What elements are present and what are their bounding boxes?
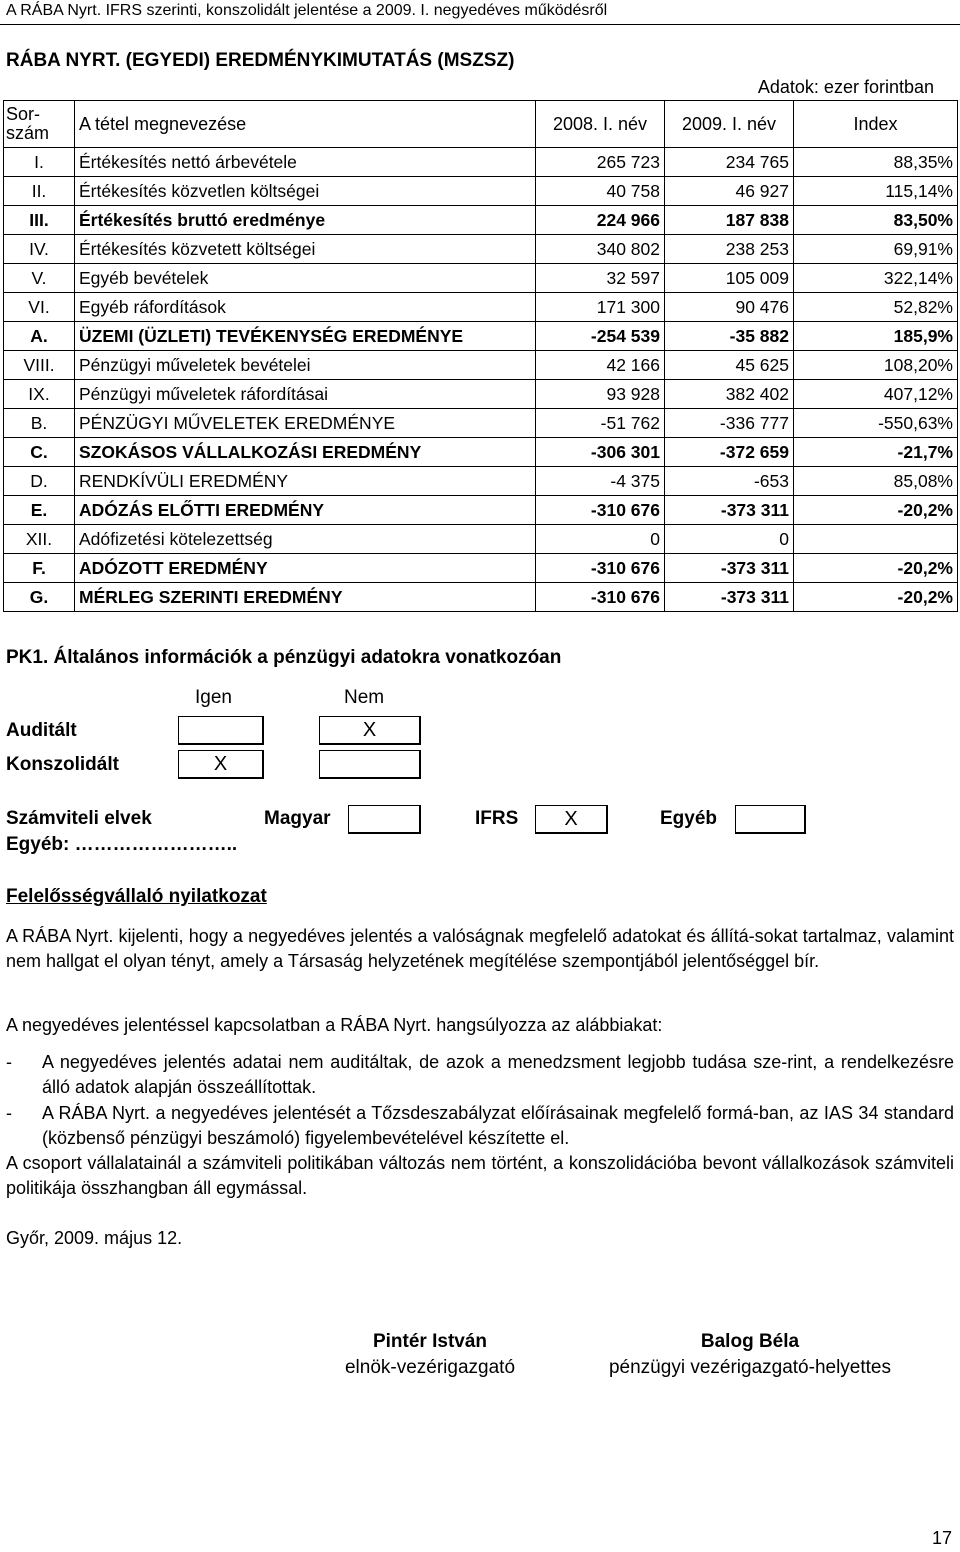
row-value-2009: -373 311 bbox=[665, 496, 794, 525]
col-header-2008: 2008. I. név bbox=[536, 101, 665, 148]
row-value-2009: 187 838 bbox=[665, 206, 794, 235]
col-header-index: Index bbox=[794, 101, 958, 148]
row-name: MÉRLEG SZERINTI EREDMÉNY bbox=[75, 583, 536, 612]
magyar-label: Magyar bbox=[264, 808, 331, 829]
row-value-2008: -254 539 bbox=[536, 322, 665, 351]
row-number: D. bbox=[4, 467, 75, 496]
col-yes-label: Igen bbox=[195, 687, 232, 708]
table-row bbox=[4, 409, 958, 438]
row-name: PÉNZÜGYI MŰVELETEK EREDMÉNYE bbox=[75, 409, 536, 438]
row-index: 322,14% bbox=[794, 264, 958, 293]
row-value-2009: 234 765 bbox=[665, 148, 794, 177]
row-value-2008: 224 966 bbox=[536, 206, 665, 235]
row-number: IX. bbox=[4, 380, 75, 409]
signature-name-2: Balog Béla bbox=[700, 1331, 800, 1352]
page-number: 17 bbox=[931, 1528, 952, 1548]
egyeb-box bbox=[735, 805, 806, 834]
consolidated-label: Konszolidált bbox=[6, 754, 119, 775]
running-header: A RÁBA Nyrt. IFRS szerinti, konszolidált jelentése a 2009. I. negyedéves működésről bbox=[6, 2, 608, 19]
row-index: 85,08% bbox=[794, 467, 958, 496]
table-row bbox=[4, 583, 958, 612]
row-value-2008: -310 676 bbox=[536, 583, 665, 612]
responsibility-title: Felelősségvállaló nyilatkozat bbox=[6, 886, 267, 907]
unit-note: Adatok: ezer forintban bbox=[757, 77, 934, 97]
row-index: 185,9% bbox=[794, 322, 958, 351]
row-number: F. bbox=[4, 554, 75, 583]
table-row bbox=[4, 525, 958, 554]
row-index: 83,50% bbox=[794, 206, 958, 235]
table-row bbox=[4, 177, 958, 206]
row-number: III. bbox=[4, 206, 75, 235]
bullet-mark-1: - bbox=[6, 1052, 12, 1072]
row-name: Pénzügyi műveletek ráfordításai bbox=[75, 380, 536, 409]
row-value-2009: 0 bbox=[665, 525, 794, 554]
audited-no-box: X bbox=[319, 716, 421, 745]
row-value-2009: 105 009 bbox=[665, 264, 794, 293]
row-index: 88,35% bbox=[794, 148, 958, 177]
table-row bbox=[4, 438, 958, 467]
table-row bbox=[4, 235, 958, 264]
row-number: XII. bbox=[4, 525, 75, 554]
row-index: -20,2% bbox=[794, 554, 958, 583]
row-number: E. bbox=[4, 496, 75, 525]
row-number: IV. bbox=[4, 235, 75, 264]
row-index: 108,20% bbox=[794, 351, 958, 380]
row-index: 115,14% bbox=[794, 177, 958, 206]
table-row bbox=[4, 554, 958, 583]
header-divider bbox=[0, 24, 960, 25]
table-row bbox=[4, 467, 958, 496]
row-name: Egyéb ráfordítások bbox=[75, 293, 536, 322]
audited-yes-box bbox=[178, 716, 264, 745]
row-index: 407,12% bbox=[794, 380, 958, 409]
row-index bbox=[794, 525, 958, 554]
row-value-2008: -4 375 bbox=[536, 467, 665, 496]
col-header-no: Sor- szám bbox=[4, 101, 75, 148]
table-row bbox=[4, 351, 958, 380]
audited-label: Auditált bbox=[6, 720, 77, 741]
row-name: Értékesítés nettó árbevétele bbox=[75, 148, 536, 177]
consolidated-no-box bbox=[319, 750, 421, 779]
row-value-2009: -336 777 bbox=[665, 409, 794, 438]
row-value-2008: 32 597 bbox=[536, 264, 665, 293]
row-value-2009: -35 882 bbox=[665, 322, 794, 351]
magyar-box bbox=[348, 805, 421, 834]
row-value-2008: -310 676 bbox=[536, 554, 665, 583]
row-name: Pénzügyi műveletek bevételei bbox=[75, 351, 536, 380]
row-number: VIII. bbox=[4, 351, 75, 380]
row-value-2009: 238 253 bbox=[665, 235, 794, 264]
row-value-2008: 171 300 bbox=[536, 293, 665, 322]
row-number: II. bbox=[4, 177, 75, 206]
statement-paragraph-1: A RÁBA Nyrt. kijelenti, hogy a negyedéves jelentés a valóságnak megfelelő adatokat és állítá-sokat tartalmaz, valamint nem hallgat el olyan tényt, amely a Társaság helyzetének megítélése szempontjából jelentőséggel bír. bbox=[6, 926, 954, 971]
row-name: Adófizetési kötelezettség bbox=[75, 525, 536, 554]
row-value-2009: 46 927 bbox=[665, 177, 794, 206]
row-name: Értékesítés közvetett költségei bbox=[75, 235, 536, 264]
row-value-2008: 0 bbox=[536, 525, 665, 554]
table-row bbox=[4, 293, 958, 322]
ifrs-box: X bbox=[535, 805, 608, 834]
egyeb-label: Egyéb bbox=[660, 808, 718, 829]
table-row bbox=[4, 380, 958, 409]
row-value-2009: -372 659 bbox=[665, 438, 794, 467]
row-number: VI. bbox=[4, 293, 75, 322]
row-value-2009: -373 311 bbox=[665, 583, 794, 612]
row-number: C. bbox=[4, 438, 75, 467]
row-index: -21,7% bbox=[794, 438, 958, 467]
row-index: -550,63% bbox=[794, 409, 958, 438]
row-name: ÜZEMI (ÜZLETI) TEVÉKENYSÉG EREDMÉNYE bbox=[75, 322, 536, 351]
signature-name-1: Pintér István bbox=[372, 1331, 488, 1352]
pk1-title: PK1. Általános információk a pénzügyi adatokra vonatkozóan bbox=[6, 647, 562, 668]
statement-paragraph-2: A negyedéves jelentéssel kapcsolatban a RÁBA Nyrt. hangsúlyozza az alábbiakat: bbox=[6, 1015, 663, 1035]
row-name: Értékesítés bruttó eredménye bbox=[75, 206, 536, 235]
ifrs-label: IFRS bbox=[475, 808, 519, 829]
accounting-label: Számviteli elvek bbox=[6, 808, 152, 829]
table-row bbox=[4, 322, 958, 351]
row-value-2008: 40 758 bbox=[536, 177, 665, 206]
bullet-mark-2: - bbox=[6, 1103, 12, 1123]
row-value-2008: 265 723 bbox=[536, 148, 665, 177]
row-number: G. bbox=[4, 583, 75, 612]
egyeb-line: Egyéb: …………………….. bbox=[6, 834, 238, 855]
row-value-2008: -310 676 bbox=[536, 496, 665, 525]
row-name: ADÓZOTT EREDMÉNY bbox=[75, 554, 536, 583]
income-statement-table bbox=[3, 100, 958, 612]
table-row bbox=[4, 206, 958, 235]
row-value-2008: -51 762 bbox=[536, 409, 665, 438]
row-name: Egyéb bevételek bbox=[75, 264, 536, 293]
row-number: V. bbox=[4, 264, 75, 293]
table-header-row bbox=[4, 101, 958, 148]
statement-paragraph-3: A csoport vállalatainál a számviteli politikában változás nem történt, a konszolidációba bevont vállalkozások számviteli politikája összhangban áll egymással. bbox=[6, 1153, 954, 1198]
row-number: B. bbox=[4, 409, 75, 438]
consolidated-yes-box: X bbox=[178, 750, 264, 779]
row-value-2009: -373 311 bbox=[665, 554, 794, 583]
row-value-2008: 42 166 bbox=[536, 351, 665, 380]
bullet-item-1: A negyedéves jelentés adatai nem auditáltak, de azok a menedzsment legjobb tudása sze-rint, a rendelkezésre álló adatok alapján összeállítottak. bbox=[42, 1052, 954, 1097]
signature-role-2: pénzügyi vezérigazgató-helyettes bbox=[608, 1357, 891, 1378]
col-header-name: A tétel megnevezése bbox=[75, 101, 536, 148]
row-name: SZOKÁSOS VÁLLALKOZÁSI EREDMÉNY bbox=[75, 438, 536, 467]
signature-role-1: elnök-vezérigazgató bbox=[344, 1357, 516, 1378]
row-number: A. bbox=[4, 322, 75, 351]
row-index: -20,2% bbox=[794, 496, 958, 525]
row-name: RENDKÍVÜLI EREDMÉNY bbox=[75, 467, 536, 496]
table-row bbox=[4, 148, 958, 177]
col-no-label: Nem bbox=[344, 687, 385, 708]
table-row bbox=[4, 264, 958, 293]
row-name: Értékesítés közvetlen költségei bbox=[75, 177, 536, 206]
row-number: I. bbox=[4, 148, 75, 177]
row-value-2009: 90 476 bbox=[665, 293, 794, 322]
row-value-2009: -653 bbox=[665, 467, 794, 496]
row-value-2009: 382 402 bbox=[665, 380, 794, 409]
report-title: RÁBA NYRT. (EGYEDI) EREDMÉNYKIMUTATÁS (MSZSZ) bbox=[6, 50, 515, 71]
row-index: 69,91% bbox=[794, 235, 958, 264]
row-value-2008: -306 301 bbox=[536, 438, 665, 467]
place-date: Győr, 2009. május 12. bbox=[6, 1228, 183, 1248]
row-index: 52,82% bbox=[794, 293, 958, 322]
bullet-item-2: A RÁBA Nyrt. a negyedéves jelentését a Tőzsdeszabályzat előírásainak megfelelő formá-ban, az IAS 34 standard (közbenső pénzügyi beszámoló) figyelembevételével készítette el. bbox=[42, 1103, 954, 1148]
table-row bbox=[4, 496, 958, 525]
row-value-2008: 93 928 bbox=[536, 380, 665, 409]
row-index: -20,2% bbox=[794, 583, 958, 612]
row-value-2009: 45 625 bbox=[665, 351, 794, 380]
col-header-2009: 2009. I. név bbox=[665, 101, 794, 148]
row-value-2008: 340 802 bbox=[536, 235, 665, 264]
row-name: ADÓZÁS ELŐTTI EREDMÉNY bbox=[75, 496, 536, 525]
